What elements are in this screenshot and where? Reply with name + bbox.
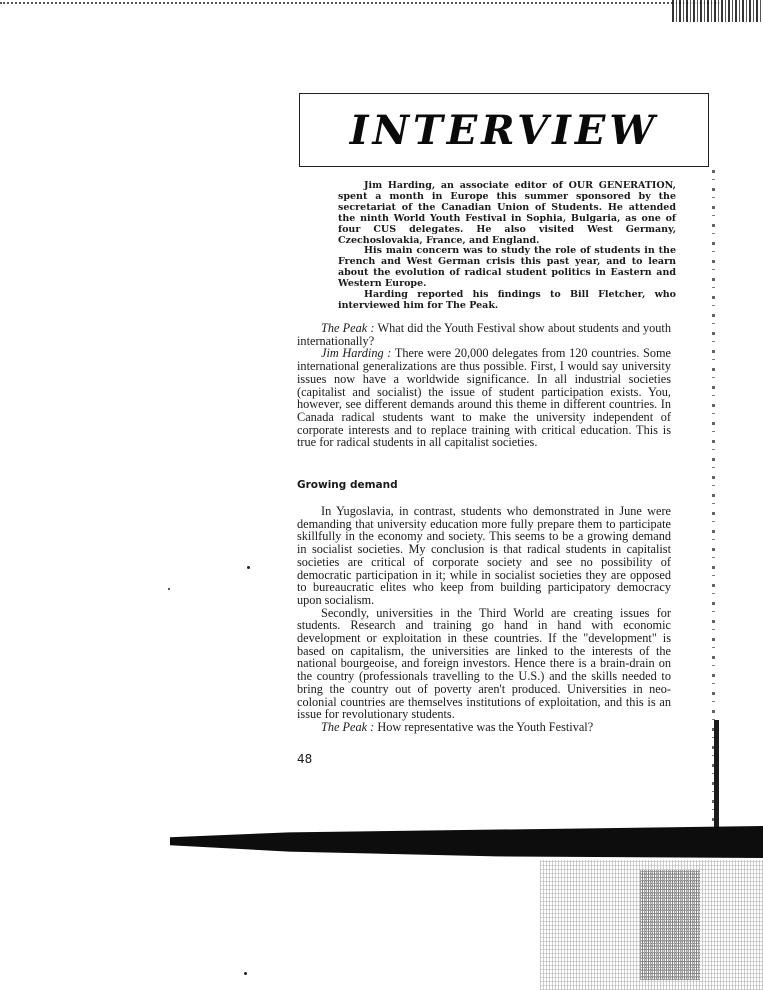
question-text: How representative was the Youth Festival? <box>377 719 594 734</box>
page-number: 48 <box>297 752 313 766</box>
scan-speck <box>244 972 247 975</box>
body-paragraph: In Yugoslavia, in contrast, students who demonstrated in June were demanding that university education more fully prepare them to participate skillfully in the economy and society. This seems to be a growing demand in socialist societies. My conclusion is that radical students in capitalist societies are critical of corporate society and see no possibility of democratic participation in it; while in socialist societies they are opposed to bureaucratic elites who keep from building participatory democracy upon socialism. <box>297 504 671 607</box>
scan-bleed-top <box>672 0 763 22</box>
scan-edge-line <box>0 2 720 4</box>
question-paragraph <box>297 322 671 347</box>
intro-paragraph: Jim Harding, an associate editor of OUR GENERATION, spent a month in Europe this summer sponsored by the secretariat of the Canadian Union of Students. He attended the ninth World Youth Festival in Sophia, Bulgaria, as one of four CUS delegates. He also visited West Germany, Czechoslovakia, France, and England. <box>338 180 676 246</box>
question-text: What did the Youth Festival show about students and youth internationally? <box>297 321 671 348</box>
intro-block <box>338 181 676 312</box>
title-box <box>299 93 709 167</box>
scan-speck <box>168 588 170 590</box>
scan-edge-dark <box>714 720 719 840</box>
scan-noise-dense <box>640 870 700 980</box>
answer-paragraph <box>297 347 671 449</box>
speaker-label: Jim Harding : <box>321 346 392 361</box>
question-paragraph <box>297 721 671 734</box>
speaker-label: The Peak : <box>321 321 375 335</box>
interview-body-continued <box>297 505 671 734</box>
intro-paragraph: Harding reported his findings to Bill Fletcher, who interviewed him for The Peak. <box>338 289 676 311</box>
scan-speck <box>247 566 250 569</box>
answer-text: There were 20,000 delegates from 120 countries. Some international generalizations are thus possible. First, I would say university issues now have a worldwide significance. In all industrial societies (capitalist and socialist) the issue of student participation exists. You, however, see different demands around this theme in different countries. In Canada radical students want to make the university independent of corporate interests and to replace training with critical education. This is true for radical students in all capitalist societies. <box>297 346 672 450</box>
body-paragraph: Secondly, universities in the Third World are creating issues for students. Research and training go hand in hand with economic development or exploitation in these countries. If the "development" is based on capitalism, the universities are linked to the interests of the national bourgeoise, and foreign investors. Hence there is a brain-drain on the country (professionals travelling to the U.S.) and the skills needed to bring the country out of poverty aren't produced. Universities in neo-colonial countries are themselves institutions of exploitation, and this is an issue for revolutionary students. <box>297 605 671 722</box>
page-title: INTERVIEW <box>349 106 659 154</box>
section-heading: Growing demand <box>297 479 398 491</box>
speaker-label: The Peak : <box>321 719 375 734</box>
intro-paragraph: His main concern was to study the role of students in the French and West German crisis this past year, and to learn about the evolution of radical student politics in Eastern and Western Europe. <box>338 245 676 290</box>
interview-body <box>297 322 671 449</box>
scan-black-band <box>170 826 763 858</box>
